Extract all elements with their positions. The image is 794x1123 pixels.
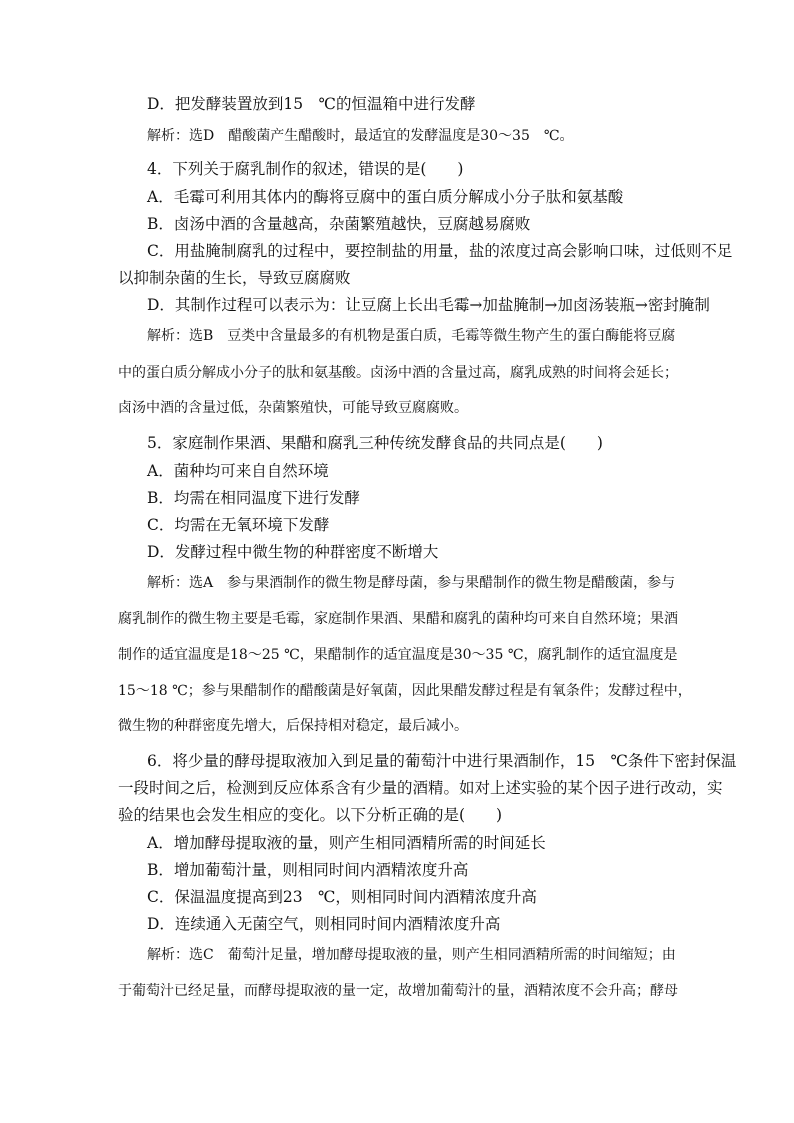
q5-option-d: D．发酵过程中微生物的种群密度不断增大 [147,543,439,561]
q4-explanation-line3: 卤汤中酒的含量过低，杂菌繁殖快，可能导致豆腐腐败。 [118,400,468,416]
q4-explanation-line2: 中的蛋白质分解成小分子的肽和氨基酸。卤汤中酒的含量过高，腐乳成熟的时间将会延长； [118,365,678,381]
q3-option-d: D．把发酵装置放到15 ℃的恒温箱中进行发酵 [147,95,476,113]
q5-option-b: B．均需在相同温度下进行发酵 [147,489,360,507]
q4-option-d: D．其制作过程可以表示为：让豆腐上长出毛霉→加盐腌制→加卤汤装瓶→密封腌制 [147,296,710,314]
q6-explanation-line1: 解析：选C 葡萄汁足量，增加酵母提取液的量，则产生相同酒精所需的时间缩短；由 [147,947,676,963]
q6-option-d: D．连续通入无菌空气，则相同时间内酒精浓度升高 [147,915,501,933]
q6-option-b: B．增加葡萄汁量，则相同时间内酒精浓度升高 [147,861,469,879]
q4-option-c-line1: C．用盐腌制腐乳的过程中，要控制盐的用量，盐的浓度过高会影响口味，过低则不足 [147,242,733,260]
q5-explanation-line4: 15～18 ℃；参与果醋制作的醋酸菌是好氧菌，因此果醋发酵过程是有氧条件；发酵过程中， [118,683,692,699]
q6-explanation-line2: 于葡萄汁已经足量，而酵母提取液的量一定，故增加葡萄汁的量，酒精浓度不会升高；酵母 [118,983,678,999]
q6-option-a: A．增加酵母提取液的量，则产生相同酒精所需的时间延长 [147,834,546,852]
q4-option-c-line2: 以抑制杂菌的生长，导致豆腐腐败 [118,269,351,287]
q4-stem: 4．下列关于腐乳制作的叙述，错误的是( ) [147,160,464,178]
q6-stem-line1: 6．将少量的酵母提取液加入到足量的葡萄汁中进行果酒制作，15 ℃条件下密封保温 [147,752,737,770]
q3-explanation: 解析：选D 醋酸菌产生醋酸时，最适宜的发酵温度是30～35 ℃。 [147,128,574,144]
q6-option-c: C．保温温度提高到23 ℃，则相同时间内酒精浓度升高 [147,888,537,906]
q5-explanation-line5: 微生物的种群密度先增大，后保持相对稳定，最后减小。 [118,718,468,734]
q4-option-a: A．毛霉可利用其体内的酶将豆腐中的蛋白质分解成小分子肽和氨基酸 [147,188,624,206]
q5-explanation-line3: 制作的适宜温度是18～25 ℃，果醋制作的适宜温度是30～35 ℃，腐乳制作的适宜温度是 [118,647,678,663]
q5-option-c: C．均需在无氧环境下发酵 [147,516,330,534]
q5-option-a: A．菌种均可来自自然环境 [147,462,329,480]
q5-explanation-line1: 解析：选A 参与果酒制作的微生物是酵母菌，参与果醋制作的微生物是醋酸菌，参与 [147,575,676,591]
q6-stem-line2: 一段时间之后，检测到反应体系含有少量的酒精。如对上述实验的某个因子进行改动，实 [118,779,723,797]
q4-option-b: B．卤汤中酒的含量越高，杂菌繁殖越快，豆腐越易腐败 [147,215,531,233]
q4-explanation-line1: 解析：选B 豆类中含量最多的有机物是蛋白质，毛霉等微生物产生的蛋白酶能将豆腐 [147,328,676,344]
q5-stem: 5．家庭制作果酒、果醋和腐乳三种传统发酵食品的共同点是( ) [147,434,603,452]
q5-explanation-line2: 腐乳制作的微生物主要是毛霉，家庭制作果酒、果醋和腐乳的菌种均可来自自然环境；果酒 [118,611,678,627]
q6-stem-line3: 验的结果也会发生相应的变化。以下分析正确的是( ) [118,806,503,824]
